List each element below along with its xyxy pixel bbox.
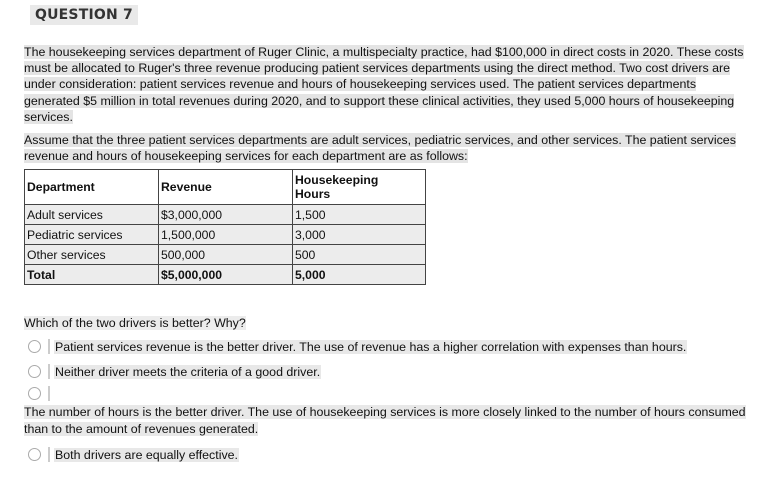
cell-department: Pediatric services — [25, 225, 159, 245]
problem-text: The housekeeping services department of Ruger Clinic, a multispecialty practice, had $100,000 in direct costs in 2020. These costs must be allocated to Ruger's three revenue producing patient services departments using the direct method. Two cost drivers are under consideration: patient services revenue and hours of housekeeping services used. The patient services departments generated $5 million in total revenues during 2020, and to support these clinical activities, they used 5,000 hours of housekeeping services. — [24, 45, 744, 124]
problem-paragraph — [24, 44, 746, 125]
question-title: QUESTION 7 — [30, 5, 138, 25]
question-text: Which of the two drivers is better? Why? — [24, 316, 246, 330]
radio-button[interactable] — [28, 448, 41, 461]
cell-hours: 1,500 — [293, 205, 426, 225]
department-table — [24, 169, 426, 285]
cell-hours: 3,000 — [293, 225, 426, 245]
cell-total-label: Total — [25, 265, 159, 285]
option-label: Both drivers are equally effective. — [55, 447, 238, 462]
cell-revenue: 1,500,000 — [159, 225, 293, 245]
header-hours: Housekeeping Hours — [293, 170, 426, 205]
option-equal[interactable] — [28, 447, 239, 462]
option-divider — [48, 386, 50, 401]
table-row — [25, 225, 426, 245]
cell-department: Adult services — [25, 205, 159, 225]
option-divider — [48, 339, 50, 354]
cell-total-hours: 5,000 — [293, 265, 426, 285]
radio-button[interactable] — [28, 387, 41, 400]
header-department: Department — [25, 170, 159, 205]
question-prompt — [24, 316, 246, 330]
option-label: Patient services revenue is the better driver. The use of revenue has a higher correlation with expenses than hours. — [55, 339, 687, 354]
cell-total-revenue: $5,000,000 — [159, 265, 293, 285]
assumption-paragraph — [24, 132, 746, 164]
assumption-text: Assume that the three patient services departments are adult services, pediatric services, and other services. The patient services revenue and hours of housekeeping services for each department are as follows: — [24, 133, 736, 164]
cell-department: Other services — [25, 245, 159, 265]
option-revenue[interactable] — [28, 339, 687, 354]
table-row — [25, 245, 426, 265]
cell-revenue: 500,000 — [159, 245, 293, 265]
header-revenue: Revenue — [159, 170, 293, 205]
option-divider — [48, 447, 50, 462]
cell-revenue: $3,000,000 — [159, 205, 293, 225]
option-hours[interactable] — [28, 386, 54, 401]
option-label: Neither driver meets the criteria of a good driver. — [55, 364, 321, 379]
table-row — [25, 205, 426, 225]
table-total-row — [25, 265, 426, 285]
radio-button[interactable] — [28, 340, 41, 353]
radio-button[interactable] — [28, 365, 41, 378]
option-hours-text[interactable] — [24, 404, 754, 438]
table-header-row — [25, 170, 426, 205]
option-label: The number of hours is the better driver. The use of housekeeping services is more closely linked to the number of hours consumed than to the amount of revenues generated. — [24, 405, 746, 436]
cell-hours: 500 — [293, 245, 426, 265]
option-neither[interactable] — [28, 364, 321, 379]
option-divider — [48, 364, 50, 379]
